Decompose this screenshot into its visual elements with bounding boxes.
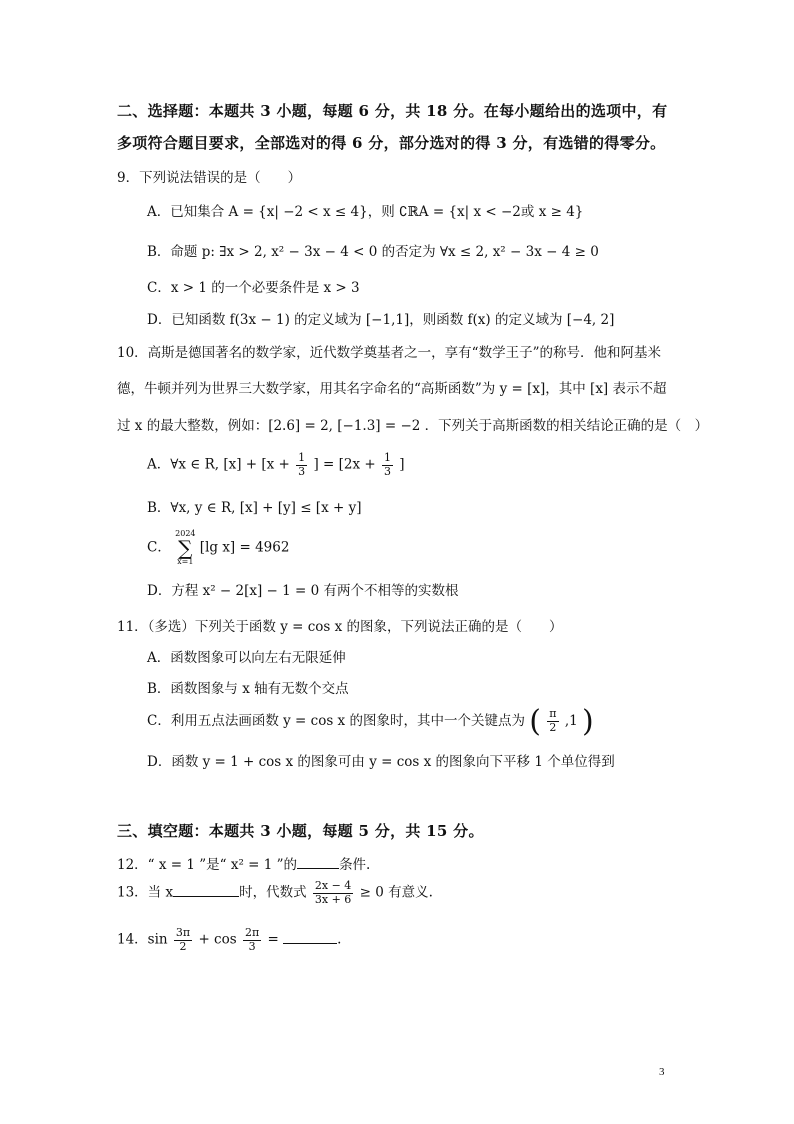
q10-option-a	[147, 452, 405, 478]
summation-symbol	[175, 530, 195, 566]
fraction-numerator: 2π	[244, 926, 260, 939]
q10-line3: 过 x 的最大整数，例如：[2.6] = 2, [−1.3] = −2 ．下列关于高斯函数的相关结论正确的是（ ）	[117, 418, 709, 434]
q9-stem: 9．下列说法错误的是（ ）	[117, 170, 302, 186]
q13-pre: 13．当 x	[117, 884, 174, 901]
q13-post: ≥ 0 有意义.	[359, 884, 433, 901]
fraction-numerator: π	[549, 707, 557, 721]
q9-option-d: D．已知函数 f(3x − 1) 的定义域为 [−1,1]，则函数 f(x) 的定义域为 [−4, 2]	[147, 312, 615, 328]
fraction-numerator: 1	[298, 451, 306, 464]
q14-fraction-1	[174, 927, 192, 953]
section2-heading-line2: 多项符合题目要求，全部选对的得 6 分，部分选对的得 3 分，有选错的得零分。	[117, 134, 666, 152]
q11-option-c-pre: C．利用五点法画函数 y = cos x 的图象时，其中一个关键点为	[147, 713, 525, 729]
q10-option-a-fraction	[296, 452, 307, 478]
q10-option-c-label: C．	[147, 539, 171, 556]
q11-option-a: A．函数图象可以向左右无限延伸	[147, 650, 346, 666]
left-paren: (	[529, 704, 541, 739]
section3-heading: 三、填空题：本题共 3 小题，每题 5 分，共 15 分。	[117, 822, 484, 840]
fraction-denominator: 2	[549, 721, 557, 734]
q12-blank[interactable]	[297, 856, 339, 869]
q10-line2: 德，牛顿并列为世界三大数学家，用其名字命名的“高斯函数”为 y = [x]，其中 [x] 表示不超	[117, 381, 667, 397]
q14-plus: + cos	[198, 931, 237, 948]
q11-option-c-fraction	[547, 708, 558, 734]
q10-line1: 10．高斯是德国著名的数学家，近代数学奠基者之一，享有“数学王子”的称号．他和阿基米	[117, 345, 661, 361]
q13-fraction	[313, 880, 353, 906]
q14-pre: 14．sin	[117, 931, 168, 948]
q12	[117, 853, 370, 873]
q13	[117, 880, 433, 906]
summation-upper-limit: 2024	[175, 529, 196, 538]
q10-option-d: D．方程 x² − 2[x] − 1 = 0 有两个不相等的实数根	[147, 583, 459, 599]
summation-lower-limit: x=1	[177, 557, 194, 566]
q10-option-c	[147, 530, 289, 566]
fraction-denominator: 2	[179, 939, 187, 953]
q10-option-a-fraction-2	[382, 452, 393, 478]
q10-option-a-end: ]	[399, 456, 405, 473]
q11-stem: 11．（多选）下列关于函数 y = cos x 的图象，下列说法正确的是（ ）	[117, 619, 563, 635]
fraction-numerator: 2x − 4	[314, 879, 352, 892]
fraction-numerator: 3π	[175, 926, 191, 939]
q12-post: 条件.	[339, 857, 371, 873]
page-number: 3	[659, 1066, 665, 1078]
q12-pre: 12．“ x = 1 ”是“ x² = 1 ”的	[117, 857, 298, 873]
q14-equals: =	[267, 931, 279, 948]
q10-option-c-expression: [lg x] = 4962	[199, 539, 290, 556]
q10-option-b: B．∀x, y ∈ R, [x] + [y] ≤ [x + y]	[147, 500, 362, 516]
fraction-numerator: 1	[383, 451, 391, 464]
q10-option-a-pre: A．∀x ∈ R, [x] + [x +	[147, 456, 290, 473]
q11-option-b: B．函数图象与 x 轴有无数个交点	[147, 681, 349, 697]
fraction-denominator: 3	[248, 939, 256, 953]
q14-blank[interactable]	[283, 931, 337, 944]
section2-heading-line1: 二、选择题：本题共 3 小题，每题 6 分，共 18 分。在每小题给出的选项中，有	[117, 102, 668, 120]
fraction-denominator: 3	[298, 464, 306, 478]
q13-mid: 时，代数式	[239, 884, 307, 901]
sigma-icon: ∑	[178, 536, 193, 560]
q14	[117, 927, 341, 953]
q11-option-c	[147, 704, 594, 739]
q13-blank[interactable]	[173, 884, 239, 897]
q9-option-a: A．已知集合 A = {x| −2 < x ≤ 4}，则 ∁ℝA = {x| x < −2或 x ≥ 4}	[147, 204, 584, 220]
fraction-denominator: 3	[383, 464, 391, 478]
q9-option-c: C．x > 1 的一个必要条件是 x > 3	[147, 280, 360, 296]
q9-option-b: B．命题 p: ∃x > 2, x² − 3x − 4 < 0 的否定为 ∀x ≤ 2, x² − 3x − 4 ≥ 0	[147, 244, 599, 260]
q14-end: .	[337, 931, 342, 948]
fraction-denominator: 3x + 6	[314, 892, 352, 906]
q14-fraction-2	[243, 927, 261, 953]
q11-option-c-post: ,1	[564, 713, 578, 729]
right-paren: )	[582, 704, 594, 739]
q10-option-a-mid: ] = [2x +	[313, 456, 376, 473]
q11-option-d: D．函数 y = 1 + cos x 的图象可由 y = cos x 的图象向下平移 1 个单位得到	[147, 754, 615, 770]
